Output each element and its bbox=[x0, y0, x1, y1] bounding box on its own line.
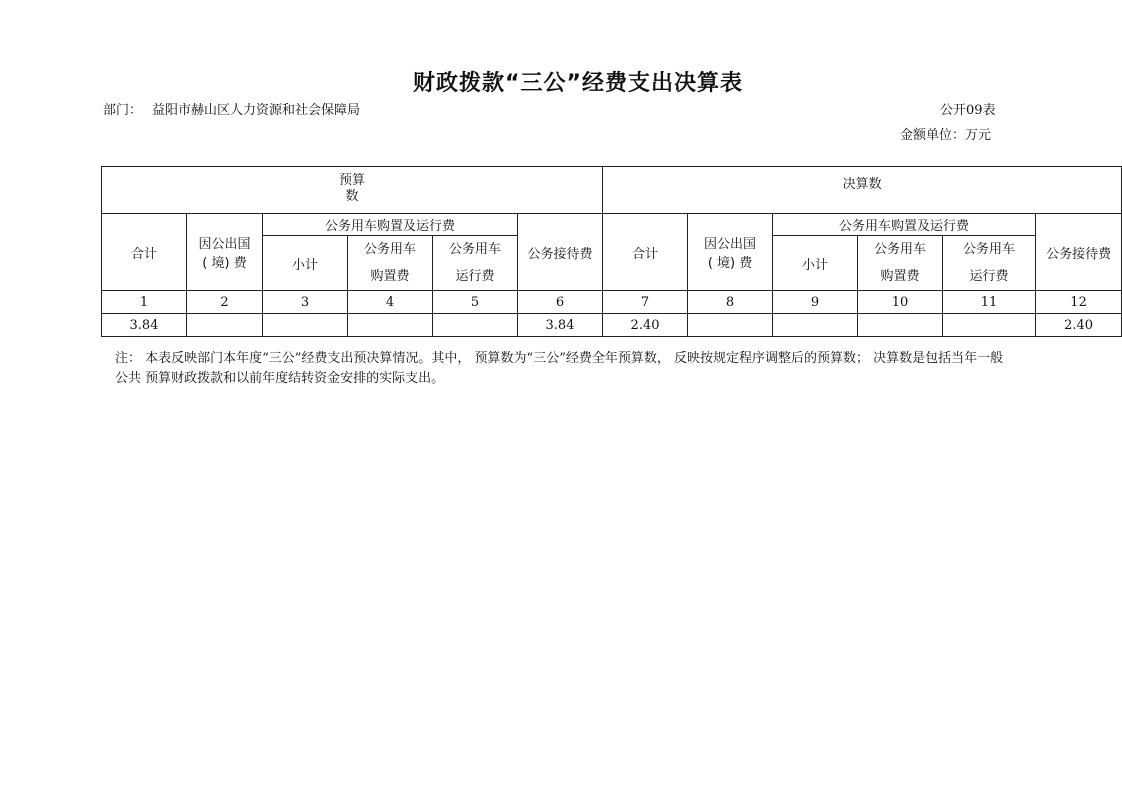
department-line bbox=[103, 99, 360, 118]
budget-vehicle-purchase-line1: 公务用车 bbox=[363, 242, 416, 257]
budget-total-header: 合计 bbox=[102, 214, 187, 291]
value-cell bbox=[348, 314, 433, 337]
budget-vehicle-run-line1: 公务用车 bbox=[448, 242, 501, 257]
value-cell: 3.84 bbox=[102, 314, 187, 337]
budget-subtotal-header: 小计 bbox=[263, 236, 348, 291]
footnote: 注： 本表反映部门本年度“三公”经费支出预决算情况。其中， 预算数为“三公”经费全年预算数， 反映按规定程序调整后的预算数； 决算数是包括当年一般公共 预算财政拨款和以前年度结转资金安排的实际支出。 bbox=[115, 351, 1004, 386]
final-vehicle-group-header: 公务用车购置及运行费 bbox=[773, 214, 1036, 236]
final-reception-header: 公务接待费 bbox=[1036, 214, 1122, 291]
final-vehicle-purchase-header bbox=[858, 236, 943, 291]
budget-reception-header: 公务接待费 bbox=[518, 214, 603, 291]
final-subtotal-header: 小计 bbox=[773, 236, 858, 291]
budget-vehicle-group-header: 公务用车购置及运行费 bbox=[263, 214, 518, 236]
budget-vehicle-purchase-line2: 购置费 bbox=[370, 269, 410, 284]
column-number-row bbox=[102, 291, 1122, 314]
final-vehicle-run-line2: 运行费 bbox=[969, 269, 1009, 284]
final-total-header: 合计 bbox=[603, 214, 688, 291]
column-number: 11 bbox=[943, 291, 1036, 314]
column-number: 8 bbox=[688, 291, 773, 314]
column-number: 9 bbox=[773, 291, 858, 314]
final-overseas-header bbox=[688, 214, 773, 291]
value-row bbox=[102, 314, 1122, 337]
page-title: 财政拨款“三公”经费支出决算表 bbox=[413, 71, 743, 96]
budget-overseas-header bbox=[187, 214, 263, 291]
budget-group-label: 预算数 bbox=[339, 173, 366, 204]
value-cell bbox=[858, 314, 943, 337]
budget-group-header bbox=[102, 167, 603, 214]
column-number: 4 bbox=[348, 291, 433, 314]
amount-unit: 金额单位：万元 bbox=[900, 128, 992, 143]
form-number: 公开09表 bbox=[940, 103, 996, 118]
budget-overseas-line1: 因公出国 bbox=[198, 237, 251, 252]
department-name: 益阳市赫山区人力资源和社会保障局 bbox=[152, 103, 361, 118]
column-number: 7 bbox=[603, 291, 688, 314]
column-number: 10 bbox=[858, 291, 943, 314]
department-label: 部门： bbox=[103, 103, 143, 118]
value-cell: 2.40 bbox=[1036, 314, 1122, 337]
value-cell bbox=[943, 314, 1036, 337]
value-cell bbox=[263, 314, 348, 337]
final-vehicle-purchase-line2: 购置费 bbox=[880, 269, 920, 284]
column-number: 5 bbox=[433, 291, 518, 314]
column-number: 2 bbox=[187, 291, 263, 314]
value-cell bbox=[773, 314, 858, 337]
column-number: 3 bbox=[263, 291, 348, 314]
final-overseas-line2: ( 境) 费 bbox=[707, 256, 753, 271]
expense-table bbox=[101, 166, 1122, 337]
value-cell bbox=[433, 314, 518, 337]
value-cell bbox=[688, 314, 773, 337]
column-number: 1 bbox=[102, 291, 187, 314]
column-number: 12 bbox=[1036, 291, 1122, 314]
budget-overseas-line2: ( 境) 费 bbox=[202, 256, 247, 271]
budget-vehicle-run-line2: 运行费 bbox=[455, 269, 495, 284]
final-vehicle-run-header bbox=[943, 236, 1036, 291]
value-cell bbox=[187, 314, 263, 337]
final-overseas-line1: 因公出国 bbox=[704, 237, 757, 252]
value-cell: 3.84 bbox=[518, 314, 603, 337]
budget-vehicle-purchase-header bbox=[348, 236, 433, 291]
column-number: 6 bbox=[518, 291, 603, 314]
budget-vehicle-run-header bbox=[433, 236, 518, 291]
final-vehicle-purchase-line1: 公务用车 bbox=[874, 242, 927, 257]
final-group-header: 决算数 bbox=[603, 167, 1122, 214]
value-cell: 2.40 bbox=[603, 314, 688, 337]
final-vehicle-run-line1: 公务用车 bbox=[963, 242, 1016, 257]
